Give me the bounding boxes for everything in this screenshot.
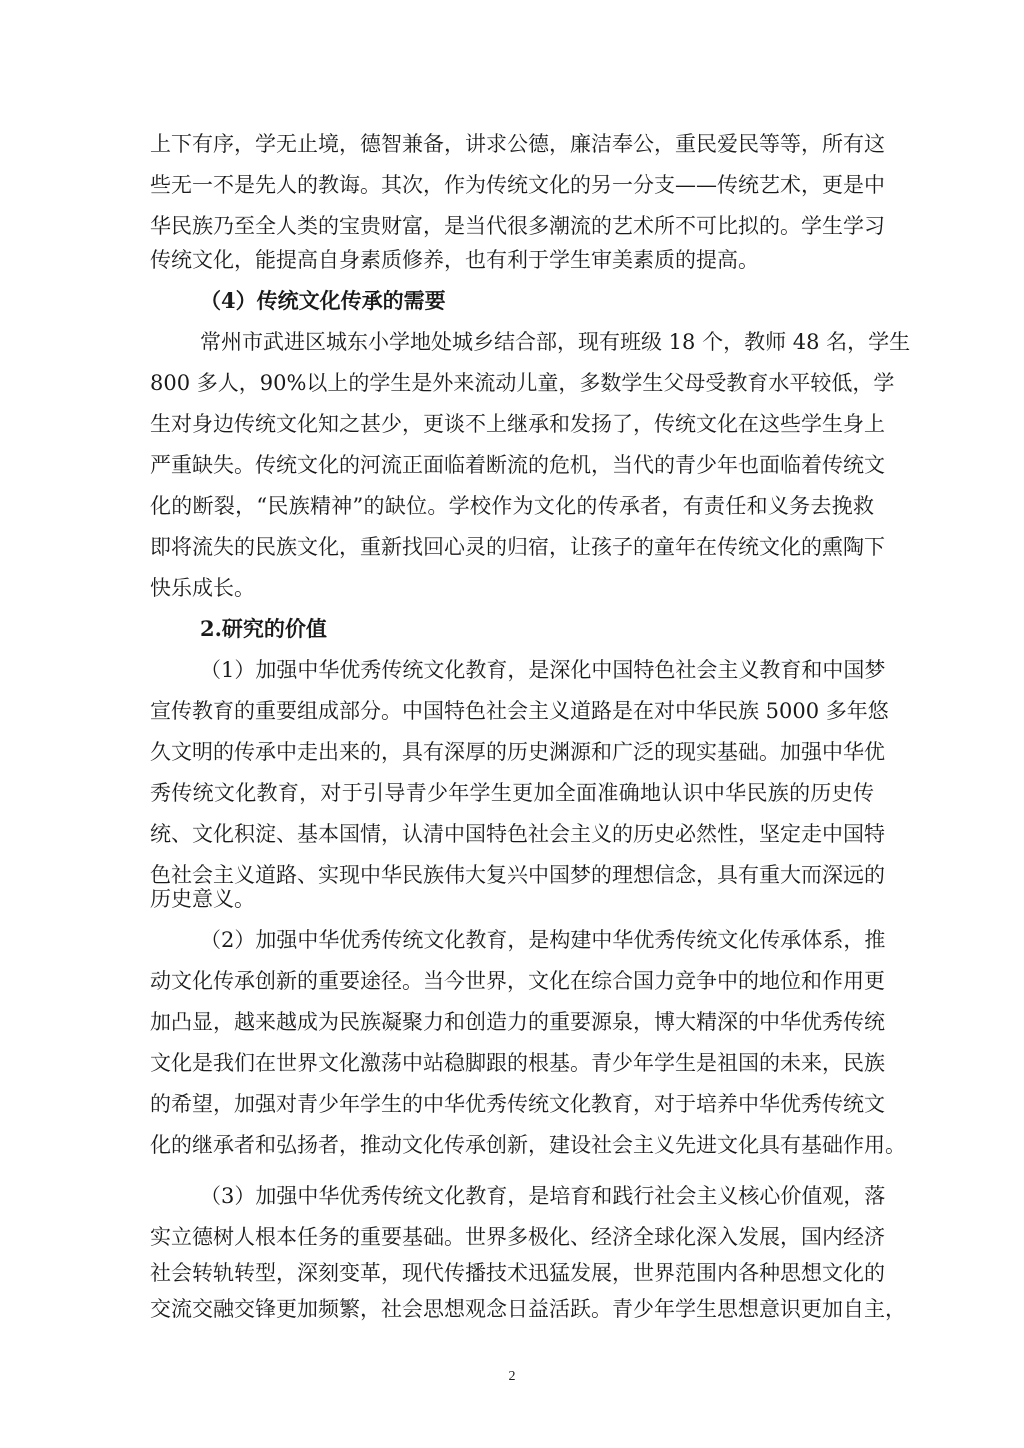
body-text-line: 实立德树人根本任务的重要基础。世界多极化、经济全球化深入发展，国内经济 — [150, 1225, 885, 1249]
body-text-line: 的希望，加强对青少年学生的中华优秀传统文化教育，对于培养中华优秀传统文 — [150, 1092, 885, 1116]
body-text-line: 社会转轨转型，深刻变革，现代传播技术迅猛发展，世界范围内各种思想文化的 — [150, 1261, 885, 1285]
body-text-line: 化的断裂，“民族精神”的缺位。学校作为文化的传承者，有责任和义务去挽救 — [150, 494, 874, 518]
body-text-line: 生对身边传统文化知之甚少，更谈不上继承和发扬了，传统文化在这些学生身上 — [150, 412, 885, 436]
body-text-line: 秀传统文化教育，对于引导青少年学生更加全面准确地认识中华民族的历史传 — [150, 781, 874, 805]
body-text-line: 华民族乃至全人类的宝贵财富，是当代很多潮流的艺术所不可比拟的。学生学习 — [150, 214, 885, 238]
body-text-line: （3）加强中华优秀传统文化教育，是培育和践行社会主义核心价值观，落 — [200, 1184, 886, 1208]
body-text-line: 交流交融交锋更加频繁，社会思想观念日益活跃。青少年学生思想意识更加自主， — [150, 1297, 906, 1321]
body-text-line: 传统文化，能提高自身素质修养，也有利于学生审美素质的提高。 — [150, 248, 759, 272]
body-text-line: 常州市武进区城东小学地处城乡结合部，现有班级 18 个，教师 48 名，学生 — [200, 330, 911, 354]
section-heading: （4）传统文化传承的需要 — [200, 288, 446, 313]
body-text-line: 快乐成长。 — [150, 576, 255, 600]
body-text-line: 统、文化积淀、基本国情，认清中国特色社会主义的历史必然性，坚定走中国特 — [150, 822, 885, 846]
body-text-line: 宣传教育的重要组成部分。中国特色社会主义道路是在对中华民族 5000 多年悠 — [150, 699, 889, 723]
body-text-line: （1）加强中华优秀传统文化教育，是深化中国特色社会主义教育和中国梦 — [200, 658, 886, 682]
body-text-line: 久文明的传承中走出来的，具有深厚的历史渊源和广泛的现实基础。加强中华优 — [150, 740, 885, 764]
body-text-line: 色社会主义道路、实现中华民族伟大复兴中国梦的理想信念，具有重大而深远的 — [150, 863, 885, 887]
body-text-line: 上下有序，学无止境，德智兼备，讲求公德，廉洁奉公，重民爱民等等，所有这 — [150, 132, 885, 156]
page-number: 2 — [508, 1369, 516, 1384]
body-text-line: 些无一不是先人的教诲。其次，作为传统文化的另一分支——传统艺术，更是中 — [150, 173, 885, 197]
section-heading: 2.研究的价值 — [200, 616, 327, 641]
body-text-line: （2）加强中华优秀传统文化教育，是构建中华优秀传统文化传承体系，推 — [200, 928, 886, 952]
body-text-line: 历史意义。 — [150, 887, 255, 911]
body-text-line: 800 多人，90%以上的学生是外来流动儿童，多数学生父母受教育水平较低，学 — [150, 371, 895, 395]
body-text-line: 即将流失的民族文化，重新找回心灵的归宿，让孩子的童年在传统文化的熏陶下 — [150, 535, 885, 559]
body-text-line: 加凸显，越来越成为民族凝聚力和创造力的重要源泉，博大精深的中华优秀传统 — [150, 1010, 885, 1034]
body-text-line: 严重缺失。传统文化的河流正面临着断流的危机，当代的青少年也面临着传统文 — [150, 453, 885, 477]
body-text-line: 文化是我们在世界文化激荡中站稳脚跟的根基。青少年学生是祖国的未来，民族 — [150, 1051, 885, 1075]
body-text-line: 化的继承者和弘扬者，推动文化传承创新，建设社会主义先进文化具有基础作用。 — [150, 1133, 906, 1157]
body-text-line: 动文化传承创新的重要途径。当今世界，文化在综合国力竞争中的地位和作用更 — [150, 969, 885, 993]
